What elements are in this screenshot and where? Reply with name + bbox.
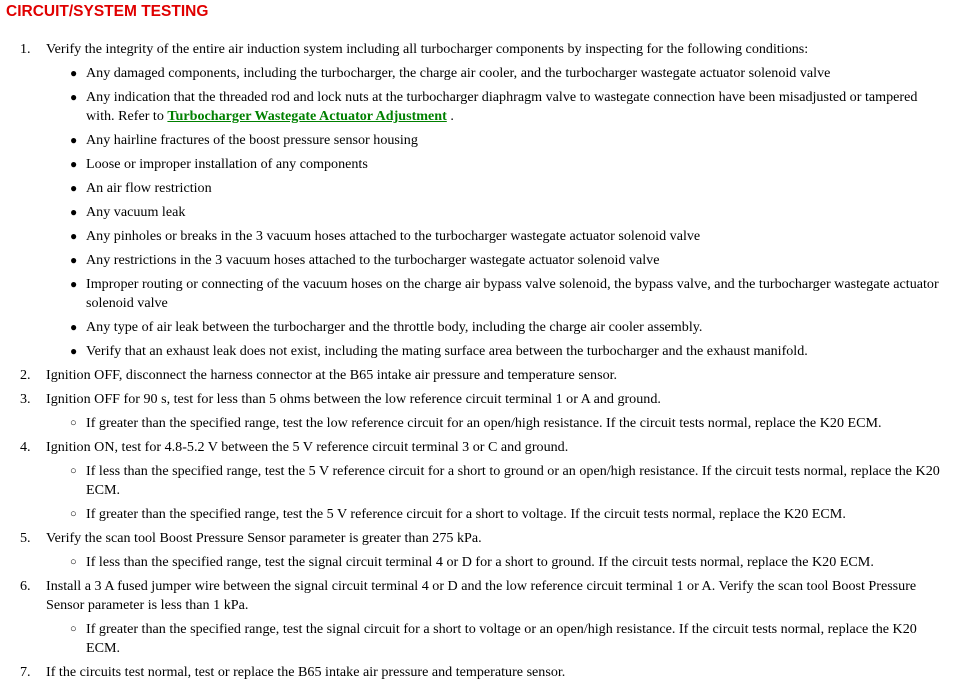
bullet-icon: ● bbox=[70, 229, 78, 243]
bullet-icon: ● bbox=[70, 181, 78, 195]
list-item: Any damaged components, including the turbocharger, the charge air cooler, and the turbocharger wastegate actuator solenoid valve bbox=[86, 65, 831, 81]
circle-bullet-icon: ○ bbox=[70, 623, 77, 635]
bullet-icon: ● bbox=[70, 133, 78, 147]
bullet-icon: ● bbox=[70, 157, 78, 171]
step-text: If the circuits test normal, test or replace the B65 intake air pressure and temperature sensor. bbox=[46, 664, 566, 680]
sub-list-item: If greater than the specified range, test the low reference circuit for an open/high resistance. If the circuit tests normal, replace the K20 ECM. bbox=[86, 415, 882, 431]
circle-bullet-icon: ○ bbox=[70, 556, 77, 568]
bullet-icon: ● bbox=[70, 320, 78, 334]
sub-list-item: If greater than the specified range, test the signal circuit for a short to voltage or an open/high resistance. If the circuit tests normal, replace the K20 ECM. bbox=[86, 621, 917, 656]
circle-bullet-icon: ○ bbox=[70, 417, 77, 429]
step-number: 2. bbox=[20, 367, 31, 383]
step-number: 3. bbox=[20, 391, 31, 407]
step-text: Install a 3 A fused jumper wire between the signal circuit terminal 4 or D and the low reference circuit terminal 1 or A. Verify the scan tool Boost Pressure Sensor parameter is less than 1 kPa. bbox=[46, 578, 917, 613]
list-item: Improper routing or connecting of the vacuum hoses on the charge air bypass valve solenoid, the bypass valve, and the turbocharger wastegate actuator solenoid valve bbox=[86, 276, 939, 311]
list-item: Any vacuum leak bbox=[86, 204, 186, 220]
bullet-icon: ● bbox=[70, 66, 78, 80]
list-item: Any pinholes or breaks in the 3 vacuum hoses attached to the turbocharger wastegate actuator solenoid valve bbox=[86, 228, 701, 244]
step-number: 5. bbox=[20, 530, 31, 546]
list-item: Verify that an exhaust leak does not exist, including the mating surface area between the turbocharger and the exhaust manifold. bbox=[86, 343, 808, 359]
list-item: Any type of air leak between the turbocharger and the throttle body, including the charge air cooler assembly. bbox=[86, 319, 703, 335]
bullet-icon: ● bbox=[70, 253, 78, 267]
bullet-icon: ● bbox=[70, 205, 78, 219]
list-item-text: Any indication that the threaded rod and lock nuts at the turbocharger diaphragm valve to wastegate connection have been misadjusted or tampered with. Refer to bbox=[86, 89, 918, 124]
list-item: An air flow restriction bbox=[86, 180, 212, 196]
step-number: 4. bbox=[20, 439, 31, 455]
bullet-icon: ● bbox=[70, 90, 78, 104]
step-text: Ignition OFF for 90 s, test for less than 5 ohms between the low reference circuit terminal 1 or A and ground. bbox=[46, 391, 661, 407]
list-item: Loose or improper installation of any components bbox=[86, 156, 368, 172]
list-item: Any hairline fractures of the boost pressure sensor housing bbox=[86, 132, 418, 148]
step-number: 6. bbox=[20, 578, 31, 594]
sub-list-item: If less than the specified range, test the signal circuit terminal 4 or D for a short to ground. If the circuit tests normal, replace the K20 ECM. bbox=[86, 554, 874, 570]
circle-bullet-icon: ○ bbox=[70, 465, 77, 477]
step-text: Verify the integrity of the entire air induction system including all turbocharger components by inspecting for the following conditions: bbox=[46, 41, 809, 57]
bullet-icon: ● bbox=[70, 277, 78, 291]
list-item: Any restrictions in the 3 vacuum hoses attached to the turbocharger wastegate actuator solenoid valve bbox=[86, 252, 660, 268]
section-heading: CIRCUIT/SYSTEM TESTING bbox=[6, 3, 209, 20]
step-text: Ignition ON, test for 4.8-5.2 V between the 5 V reference circuit terminal 3 or C and ground. bbox=[46, 439, 569, 455]
step-text: Ignition OFF, disconnect the harness connector at the B65 intake air pressure and temperature sensor. bbox=[46, 367, 618, 383]
list-item-text: . bbox=[446, 108, 454, 124]
wastegate-adjustment-link[interactable]: Turbocharger Wastegate Actuator Adjustment bbox=[167, 108, 447, 124]
step-number: 1. bbox=[20, 41, 31, 57]
sub-list-item: If less than the specified range, test the 5 V reference circuit for a short to ground or an open/high resistance. If the circuit tests normal, replace the K20 ECM. bbox=[86, 463, 940, 498]
circle-bullet-icon: ○ bbox=[70, 508, 77, 520]
step-text: Verify the scan tool Boost Pressure Sensor parameter is greater than 275 kPa. bbox=[46, 530, 482, 546]
list-item bbox=[86, 88, 948, 126]
sub-list-item: If greater than the specified range, test the 5 V reference circuit for a short to voltage. If the circuit tests normal, replace the K20 ECM. bbox=[86, 506, 846, 522]
bullet-icon: ● bbox=[70, 344, 78, 358]
step-number: 7. bbox=[20, 664, 31, 680]
